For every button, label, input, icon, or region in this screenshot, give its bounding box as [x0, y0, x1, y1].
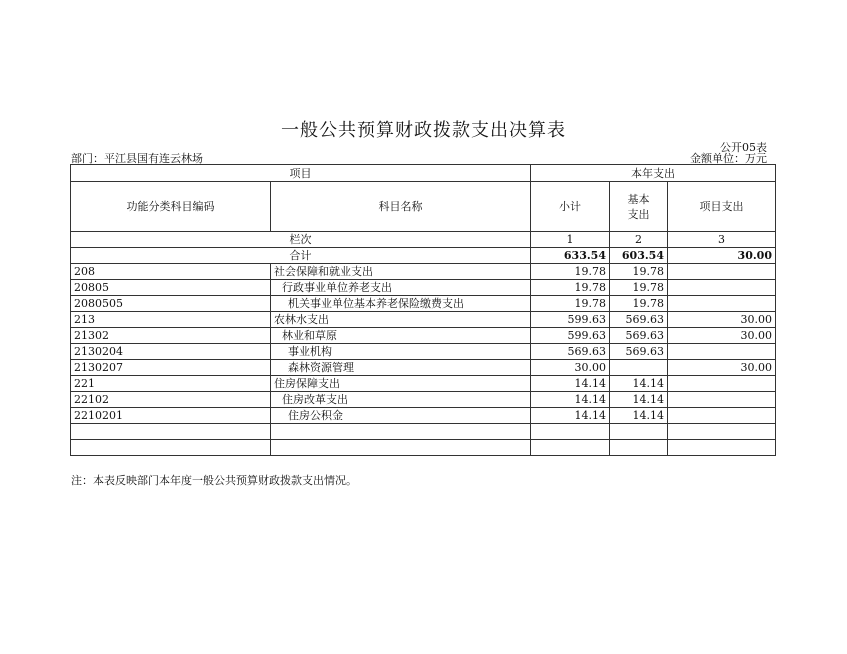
row-code: 2210201	[71, 408, 271, 424]
row-project	[668, 296, 776, 312]
page-title: 一般公共预算财政拨款支出决算表	[281, 120, 566, 141]
seq-col-2: 2	[610, 232, 668, 248]
row-project	[668, 280, 776, 296]
row-basic: 14.14	[610, 408, 668, 424]
row-basic: 19.78	[610, 264, 668, 280]
table-row	[71, 392, 776, 408]
row-code	[71, 440, 271, 456]
table-row	[71, 312, 776, 328]
header-code: 功能分类科目编码	[71, 182, 271, 232]
row-subtotal: 30.00	[531, 360, 610, 376]
footnote: 注：本表反映部门本年度一般公共预算财政拨款支出情况。	[71, 474, 357, 487]
row-subtotal: 569.63	[531, 344, 610, 360]
row-basic: 14.14	[610, 392, 668, 408]
seq-row	[71, 232, 776, 248]
row-subtotal: 14.14	[531, 392, 610, 408]
row-name: 机关事业单位基本养老保险缴费支出	[271, 296, 531, 312]
row-code: 2080505	[71, 296, 271, 312]
total-basic: 603.54	[610, 248, 668, 264]
header-basic: 基本 支出	[610, 182, 668, 232]
row-basic	[610, 440, 668, 456]
row-basic: 19.78	[610, 296, 668, 312]
row-project	[668, 392, 776, 408]
row-project	[668, 264, 776, 280]
header-item: 项目	[71, 165, 531, 182]
table-row	[71, 264, 776, 280]
row-basic	[610, 424, 668, 440]
row-code: 20805	[71, 280, 271, 296]
row-basic: 569.63	[610, 344, 668, 360]
row-subtotal: 14.14	[531, 376, 610, 392]
row-name: 住房改革支出	[271, 392, 531, 408]
total-subtotal: 633.54	[531, 248, 610, 264]
row-name: 行政事业单位养老支出	[271, 280, 531, 296]
row-project	[668, 440, 776, 456]
row-name: 森林资源管理	[271, 360, 531, 376]
total-project: 30.00	[668, 248, 776, 264]
row-code: 213	[71, 312, 271, 328]
row-code	[71, 424, 271, 440]
row-code: 21302	[71, 328, 271, 344]
header-row-columns	[71, 182, 776, 232]
total-row	[71, 248, 776, 264]
row-subtotal	[531, 440, 610, 456]
row-subtotal: 19.78	[531, 264, 610, 280]
row-code: 208	[71, 264, 271, 280]
seq-col-3: 3	[668, 232, 776, 248]
row-project: 30.00	[668, 360, 776, 376]
amount-unit-label: 金额单位：万元	[690, 152, 767, 165]
row-subtotal: 14.14	[531, 408, 610, 424]
row-project	[668, 344, 776, 360]
expenditure-table	[70, 164, 776, 456]
row-name: 住房公积金	[271, 408, 531, 424]
row-code: 22102	[71, 392, 271, 408]
table-number: 公开05表	[720, 141, 767, 154]
row-project	[668, 376, 776, 392]
row-basic: 19.78	[610, 280, 668, 296]
table-row	[71, 296, 776, 312]
row-project: 30.00	[668, 328, 776, 344]
row-code: 2130207	[71, 360, 271, 376]
row-basic: 569.63	[610, 312, 668, 328]
row-project: 30.00	[668, 312, 776, 328]
row-project	[668, 408, 776, 424]
total-label: 合计	[71, 248, 531, 264]
row-subtotal: 19.78	[531, 280, 610, 296]
header-current-year: 本年支出	[531, 165, 776, 182]
row-name: 林业和草原	[271, 328, 531, 344]
row-basic: 14.14	[610, 376, 668, 392]
table-row	[71, 344, 776, 360]
seq-col-1: 1	[531, 232, 610, 248]
table-row	[71, 360, 776, 376]
row-name: 住房保障支出	[271, 376, 531, 392]
row-subtotal: 599.63	[531, 312, 610, 328]
row-basic: 569.63	[610, 328, 668, 344]
row-name: 事业机构	[271, 344, 531, 360]
row-subtotal: 599.63	[531, 328, 610, 344]
row-project	[668, 424, 776, 440]
row-name: 社会保障和就业支出	[271, 264, 531, 280]
row-basic	[610, 360, 668, 376]
row-code: 221	[71, 376, 271, 392]
row-subtotal: 19.78	[531, 296, 610, 312]
table-row	[71, 280, 776, 296]
row-code: 2130204	[71, 344, 271, 360]
header-project: 项目支出	[668, 182, 776, 232]
row-name	[271, 424, 531, 440]
header-subtotal: 小计	[531, 182, 610, 232]
table-row	[71, 376, 776, 392]
seq-label: 栏次	[71, 232, 531, 248]
header-row-top	[71, 165, 776, 182]
department-label: 部门：平江县国有连云林场	[71, 152, 203, 165]
row-subtotal	[531, 424, 610, 440]
header-name: 科目名称	[271, 182, 531, 232]
table-row	[71, 424, 776, 440]
row-name	[271, 440, 531, 456]
table-row	[71, 440, 776, 456]
row-name: 农林水支出	[271, 312, 531, 328]
table-row	[71, 328, 776, 344]
table-row	[71, 408, 776, 424]
